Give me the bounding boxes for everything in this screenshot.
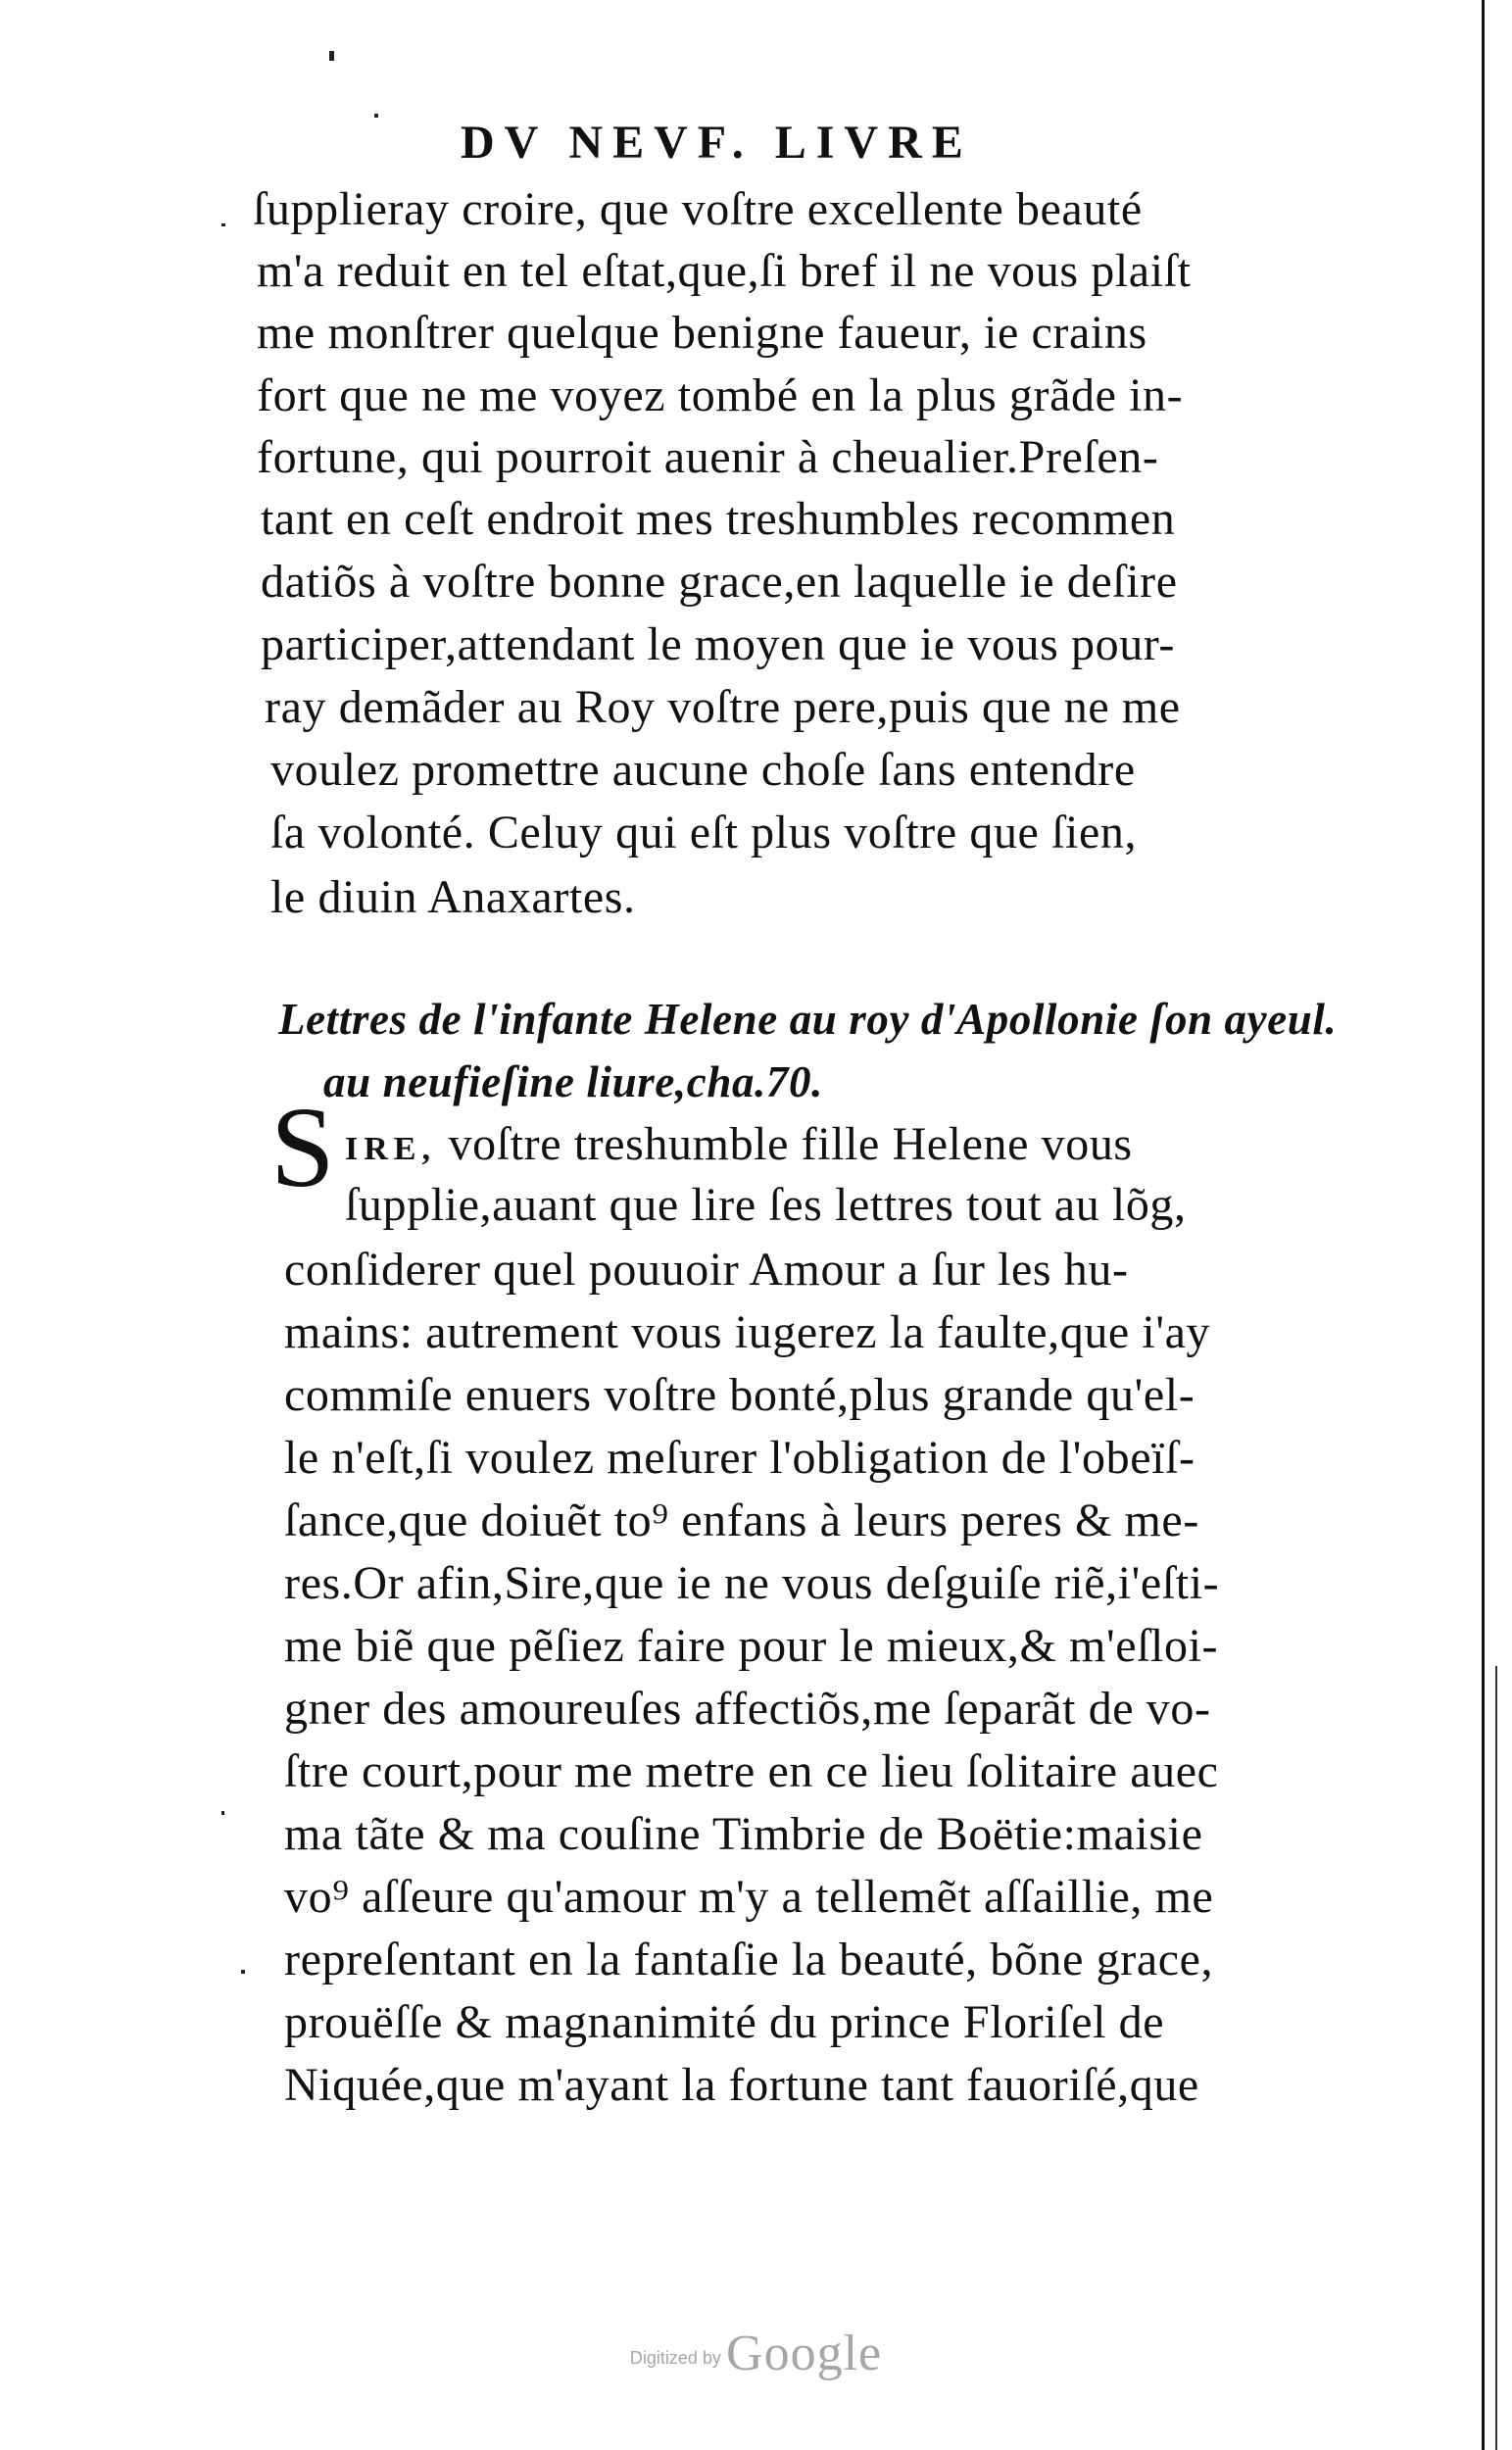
letter-line: ſance,que doiuẽt to⁹ enfans à leurs peres & me- (284, 1494, 1199, 1546)
ink-speck (374, 114, 378, 118)
letter-line: conſiderer quel pouuoir Amour a ſur les hu- (284, 1244, 1129, 1296)
body-line: participer,attendant le moyen que ie vous pour- (261, 618, 1176, 670)
letter-heading: Lettres de l'infante Helene au roy d'Apollonie ſon ayeul. (278, 995, 1338, 1044)
letter-line: ſupplie,auant que lire ſes lettres tout au lõg, (345, 1179, 1187, 1231)
body-line: m'a reduit en tel eſtat,que,ſi bref il ne vous plaiſt (257, 245, 1192, 297)
letter-line: ma tãte & ma couſine Timbrie de Boëtie:maisie (284, 1808, 1203, 1860)
ink-speck (241, 1970, 245, 1974)
letter-heading-reference: au neufieſine liure,cha.70. (323, 1057, 823, 1106)
letter-line: res.Or afin,Sire,que ie ne vous deſguiſe riẽ,i'eſti- (284, 1557, 1220, 1609)
body-line: datiõs à voſtre bonne grace,en laquelle ie deſire (261, 556, 1178, 608)
google-logo: Google (726, 2326, 883, 2381)
letter-line-text: voſtre treshumble fille Helene vous (448, 1118, 1133, 1170)
letter-line: me biẽ que pẽſiez faire pour le mieux,& m'eſloi- (284, 1620, 1219, 1672)
letter-line: repreſentant en la fantaſie la beauté, bõne grace, (284, 1934, 1214, 1985)
body-line: ſuppliеray croire, que voſtre excellente beauté (253, 183, 1143, 235)
letter-line: vo⁹ aſſeure qu'amour m'y a tellemẽt aſſaillie, me (284, 1871, 1214, 1923)
running-head: DV NEVF. LIVRE (461, 117, 973, 169)
body-line: le diuin Anaxartes. (270, 871, 636, 923)
letter-line: gner des amoureuſes affectiõs,me ſeparãt de vo- (284, 1683, 1211, 1735)
body-line: voulez promettre aucune choſe ſans entendre (270, 744, 1136, 796)
drop-cap: S (270, 1083, 335, 1211)
digitized-watermark (0, 2325, 1512, 2382)
letter-line: mains: autrement vous iugerez la faulte,que i'ay (284, 1306, 1211, 1358)
ink-speck (221, 1811, 224, 1815)
letter-line: commiſe enuers voſtre bonté,plus grande qu'el- (284, 1369, 1195, 1421)
letter-line: Niquée,que m'ayant la fortune tant fauoriſé,que (284, 2059, 1199, 2111)
letter-line: prouëſſe & magnanimité du prince Floriſel de (284, 1996, 1165, 2048)
letter-line: le n'eſt,ſi voulez meſurer l'obligation de l'obeïſ- (284, 1432, 1195, 1484)
ink-speck (221, 223, 225, 226)
body-line: tant en ceſt endroit mes treshumbles recommen (261, 493, 1176, 545)
letter-line: ſtre court,pour me metre en ce lieu ſolitaire auec (284, 1745, 1219, 1797)
body-line: ray demãder au Roy voſtre pere,puis que ne me (265, 681, 1181, 733)
body-line: ſa volonté. Celuy qui eſt plus voſtre que ſien, (270, 807, 1138, 858)
letter-line (345, 1118, 1133, 1170)
ink-speck (329, 51, 334, 61)
digitized-by-label: Digitized by (629, 2348, 721, 2368)
salutation: IRE, (345, 1131, 436, 1167)
body-line: me monſtrer quelque benigne faueur, ie crains (257, 307, 1147, 359)
body-line: fortune, qui pourroit auenir à cheualier.Preſen- (257, 431, 1159, 483)
body-line: fort que ne me voyez tombé en la plus grãde in- (257, 369, 1184, 421)
page-edge-line (1482, 0, 1485, 2450)
